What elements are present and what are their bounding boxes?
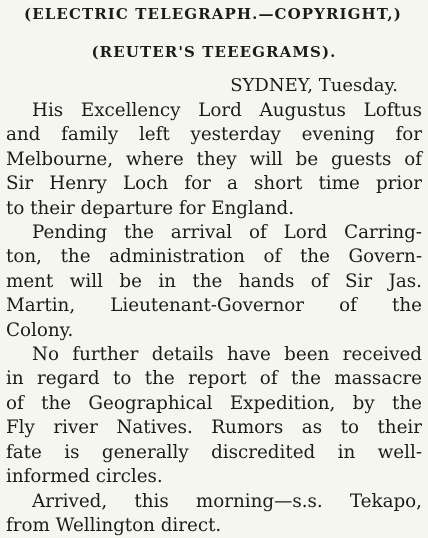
text-line: from Wellington direct. [6, 514, 422, 538]
text-line: informed circles. [6, 465, 422, 489]
header-line-2: (REUTER'S TEEEGRAMS). [6, 42, 422, 62]
text-line: Melbourne, where they will be guests of [6, 148, 422, 172]
paragraph-1 [6, 99, 422, 221]
text-line: Arrived, this morning—s.s. Tekapo, [6, 490, 422, 514]
text-line: Fly river Natives. Rumors as to their [6, 416, 422, 440]
text-line: Colony. [6, 319, 422, 343]
text-line: to their departure for England. [6, 197, 422, 221]
text-line: Pending the arrival of Lord Carring- [6, 221, 422, 245]
text-line: of the Geographical Expedition, by the [6, 392, 422, 416]
paragraph-2 [6, 221, 422, 343]
text-line: ment will be in the hands of Sir Jas. [6, 270, 422, 294]
text-line: fate is generally discredited in well- [6, 441, 422, 465]
text-line: Sir Henry Loch for a short time prior [6, 172, 422, 196]
text-line: in regard to the report of the massacre [6, 367, 422, 391]
header-line-1: (ELECTRIC TELEGRAPH.—COPYRIGHT,) [4, 4, 422, 24]
text-line: His Excellency Lord Augustus Loftus [6, 99, 422, 123]
text-line: and family left yesterday evening for [6, 123, 422, 147]
text-line: No further details have been received [6, 343, 422, 367]
paragraph-3 [6, 343, 422, 489]
dateline: SYDNEY, Tuesday. [6, 74, 422, 98]
text-line: ton, the administration of the Govern- [6, 245, 422, 269]
article-body [6, 99, 422, 538]
paragraph-4 [6, 490, 422, 538]
text-line: Martin, Lieutenant-Governor of the [6, 294, 422, 318]
